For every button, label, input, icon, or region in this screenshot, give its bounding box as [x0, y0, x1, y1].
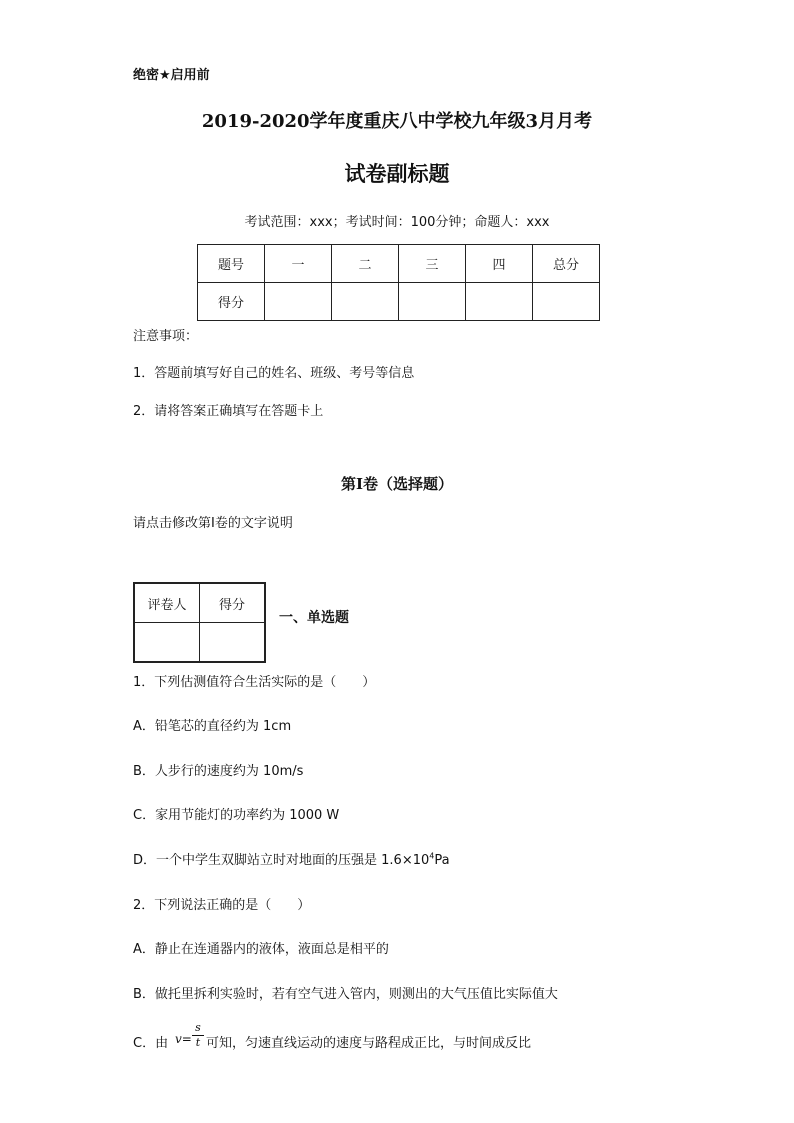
question-option: C．家用节能灯的功率约为 1000 W — [133, 808, 340, 823]
section-description: 请点击修改第I卷的文字说明 — [133, 516, 293, 531]
fraction-formula — [192, 1022, 204, 1049]
exam-info: 考试范围：xxx；考试时间：100分钟；命题人：xxx — [244, 215, 550, 230]
score-row-label: 得分 — [198, 283, 265, 321]
exam-title: 2019-2020学年度重庆八中学校九年级3月月考 — [201, 111, 593, 132]
grader-cell[interactable] — [134, 623, 200, 663]
question-stem: 1．下列估测值符合生活实际的是（ ） — [133, 675, 376, 690]
score-header-cell: 一 — [265, 245, 332, 283]
question-option: B．做托里拆利实验时，若有空气进入管内，则测出的大气压值比实际值大 — [133, 987, 558, 1002]
option-text: D．一个中学生双脚站立时对地面的压强是 1.6×10 — [133, 853, 430, 868]
section-title: 第I卷（选择题） — [340, 475, 454, 493]
grader-input-row — [134, 623, 265, 663]
grader-table — [133, 582, 266, 663]
score-cell[interactable] — [265, 283, 332, 321]
note-item: 1．答题前填写好自己的姓名、班级、考号等信息 — [133, 366, 415, 381]
grader-score-cell[interactable] — [200, 623, 266, 663]
notes-heading: 注意事项： — [133, 329, 199, 344]
score-header-cell: 题号 — [198, 245, 265, 283]
score-header-cell: 二 — [332, 245, 399, 283]
question-option: B．人步行的速度约为 10m/s — [133, 764, 304, 779]
grader-header-row — [134, 583, 265, 623]
score-header-cell: 三 — [399, 245, 466, 283]
grader-score-label: 得分 — [200, 583, 266, 623]
grader-label: 评卷人 — [134, 583, 200, 623]
question-option — [133, 849, 450, 868]
score-table — [197, 244, 600, 321]
secret-label: 绝密★启用前 — [133, 68, 210, 83]
score-cell[interactable] — [399, 283, 466, 321]
score-cell[interactable] — [466, 283, 533, 321]
exam-subtitle: 试卷副标题 — [344, 162, 450, 186]
score-cell[interactable] — [533, 283, 600, 321]
formula-lhs: v= — [175, 1032, 192, 1046]
fraction-denominator: t — [195, 1036, 201, 1049]
option-exponent: 4 — [429, 851, 435, 861]
note-item: 2．请将答案正确填写在答题卡上 — [133, 404, 324, 419]
question-option: A．静止在连通器内的液体，液面总是相平的 — [133, 942, 389, 957]
score-header-cell: 总分 — [533, 245, 600, 283]
question-stem: 2．下列说法正确的是（ ） — [133, 898, 311, 913]
score-table-score-row — [198, 283, 600, 321]
option-unit: Pa — [434, 853, 450, 868]
option-c-prefix: C．由 — [133, 1036, 169, 1051]
fraction-numerator: s — [195, 1021, 201, 1034]
question-option: A．铅笔芯的直径约为 1cm — [133, 719, 292, 734]
part-title: 一、单选题 — [279, 610, 349, 626]
score-table-header-row — [198, 245, 600, 283]
score-header-cell: 四 — [466, 245, 533, 283]
option-c-suffix: 可知，匀速直线运动的速度与路程成正比，与时间成反比 — [206, 1036, 532, 1051]
score-cell[interactable] — [332, 283, 399, 321]
